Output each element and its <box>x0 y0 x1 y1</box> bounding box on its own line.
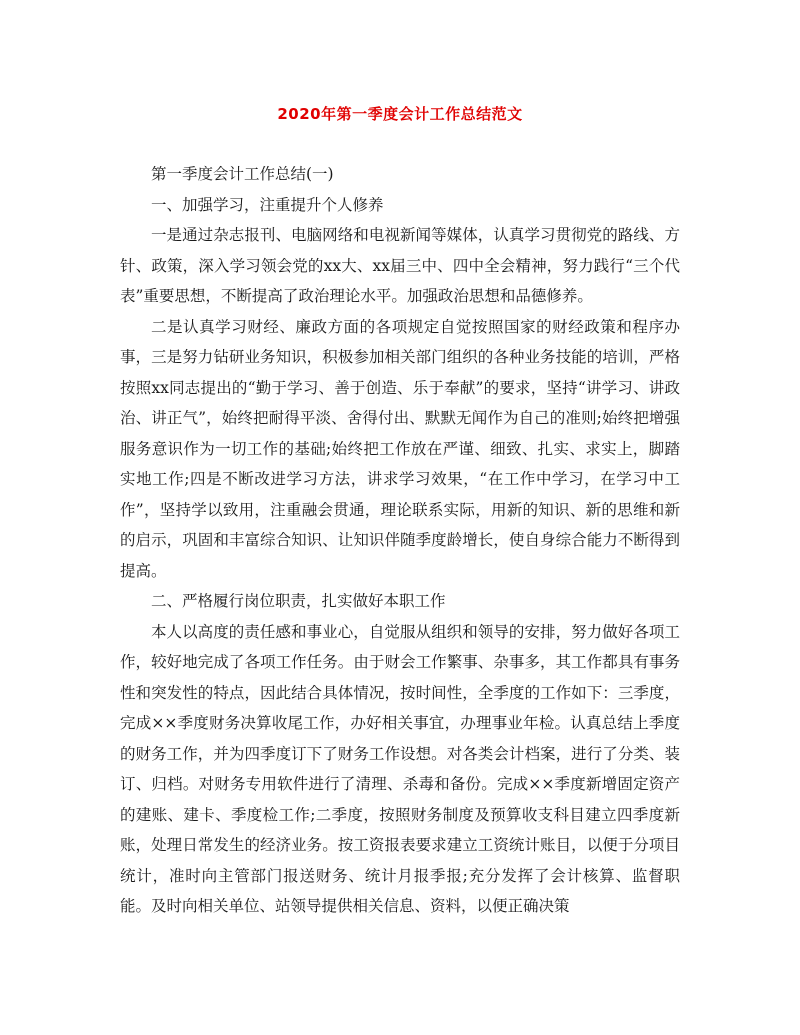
subsection-heading: 二、严格履行岗位职责，扎实做好本职工作 <box>151 592 446 610</box>
document-title: 2020年第一季度会计工作总结范文 <box>277 105 523 123</box>
body-paragraph: 二是认真学习财经、廉政方面的各项规定自觉按照国家的财经政策和程序办事，三是努力钻研业务知识，积极参加相关部门组织的各种业务技能的培训，严格按照xx同志提出的“勤于学习、善于创造、乐于奉献”的要求，坚持“讲学习、讲政治、讲正气”，始终把耐得平淡、舍得付出、默默无闻作为自己的准则;始终把增强服务意识作为一切工作的基础;始终把工作放在严谨、细致、扎实、求实上，脚踏实地工作;四是不断改进学习方法，讲求学习效果，“在工作中学习，在学习中工作”，坚持学以致用，注重融会贯通，理论联系实际，用新的知识、新的思维和新的启示，巩固和丰富综合知识、让知识伴随季度龄增长，使自身综合能力不断得到提高。 <box>120 317 680 580</box>
body-paragraph: 本人以高度的责任感和事业心，自觉服从组织和领导的安排，努力做好各项工作，较好地完成了各项工作任务。由于财会工作繁事、杂事多，其工作都具有事务性和突发性的特点，因此结合具体情况，按时间性，全季度的工作如下：三季度，完成××季度财务决算收尾工作，办好相关事宜，办理事业年检。认真总结上季度的财务工作，并为四季度订下了财务工作设想。对各类会计档案，进行了分类、装订、归档。对财务专用软件进行了清理、杀毒和备份。完成××季度新增固定资产的建账、建卡、季度检工作;二季度，按照财务制度及预算收支科目建立四季度新账，处理日常发生的经济业务。按工资报表要求建立工资统计账目，以便于分项目统计，准时向主管部门报送财务、统计月报季报;充分发挥了会计核算、监督职能。及时向相关单位、站领导提供相关信息、资料，以便正确决策 <box>120 622 680 915</box>
body-paragraph: 一是通过杂志报刊、电脑网络和电视新闻等媒体，认真学习贯彻党的路线、方针、政策，深入学习领会党的xx大、xx届三中、四中全会精神，努力践行“三个代表”重要思想，不断提高了政治理论水平。加强政治思想和品德修养。 <box>120 226 680 305</box>
document-body <box>120 159 680 922</box>
section-heading: 第一季度会计工作总结(一) <box>151 165 334 183</box>
subsection-heading: 一、加强学习，注重提升个人修养 <box>151 195 384 214</box>
